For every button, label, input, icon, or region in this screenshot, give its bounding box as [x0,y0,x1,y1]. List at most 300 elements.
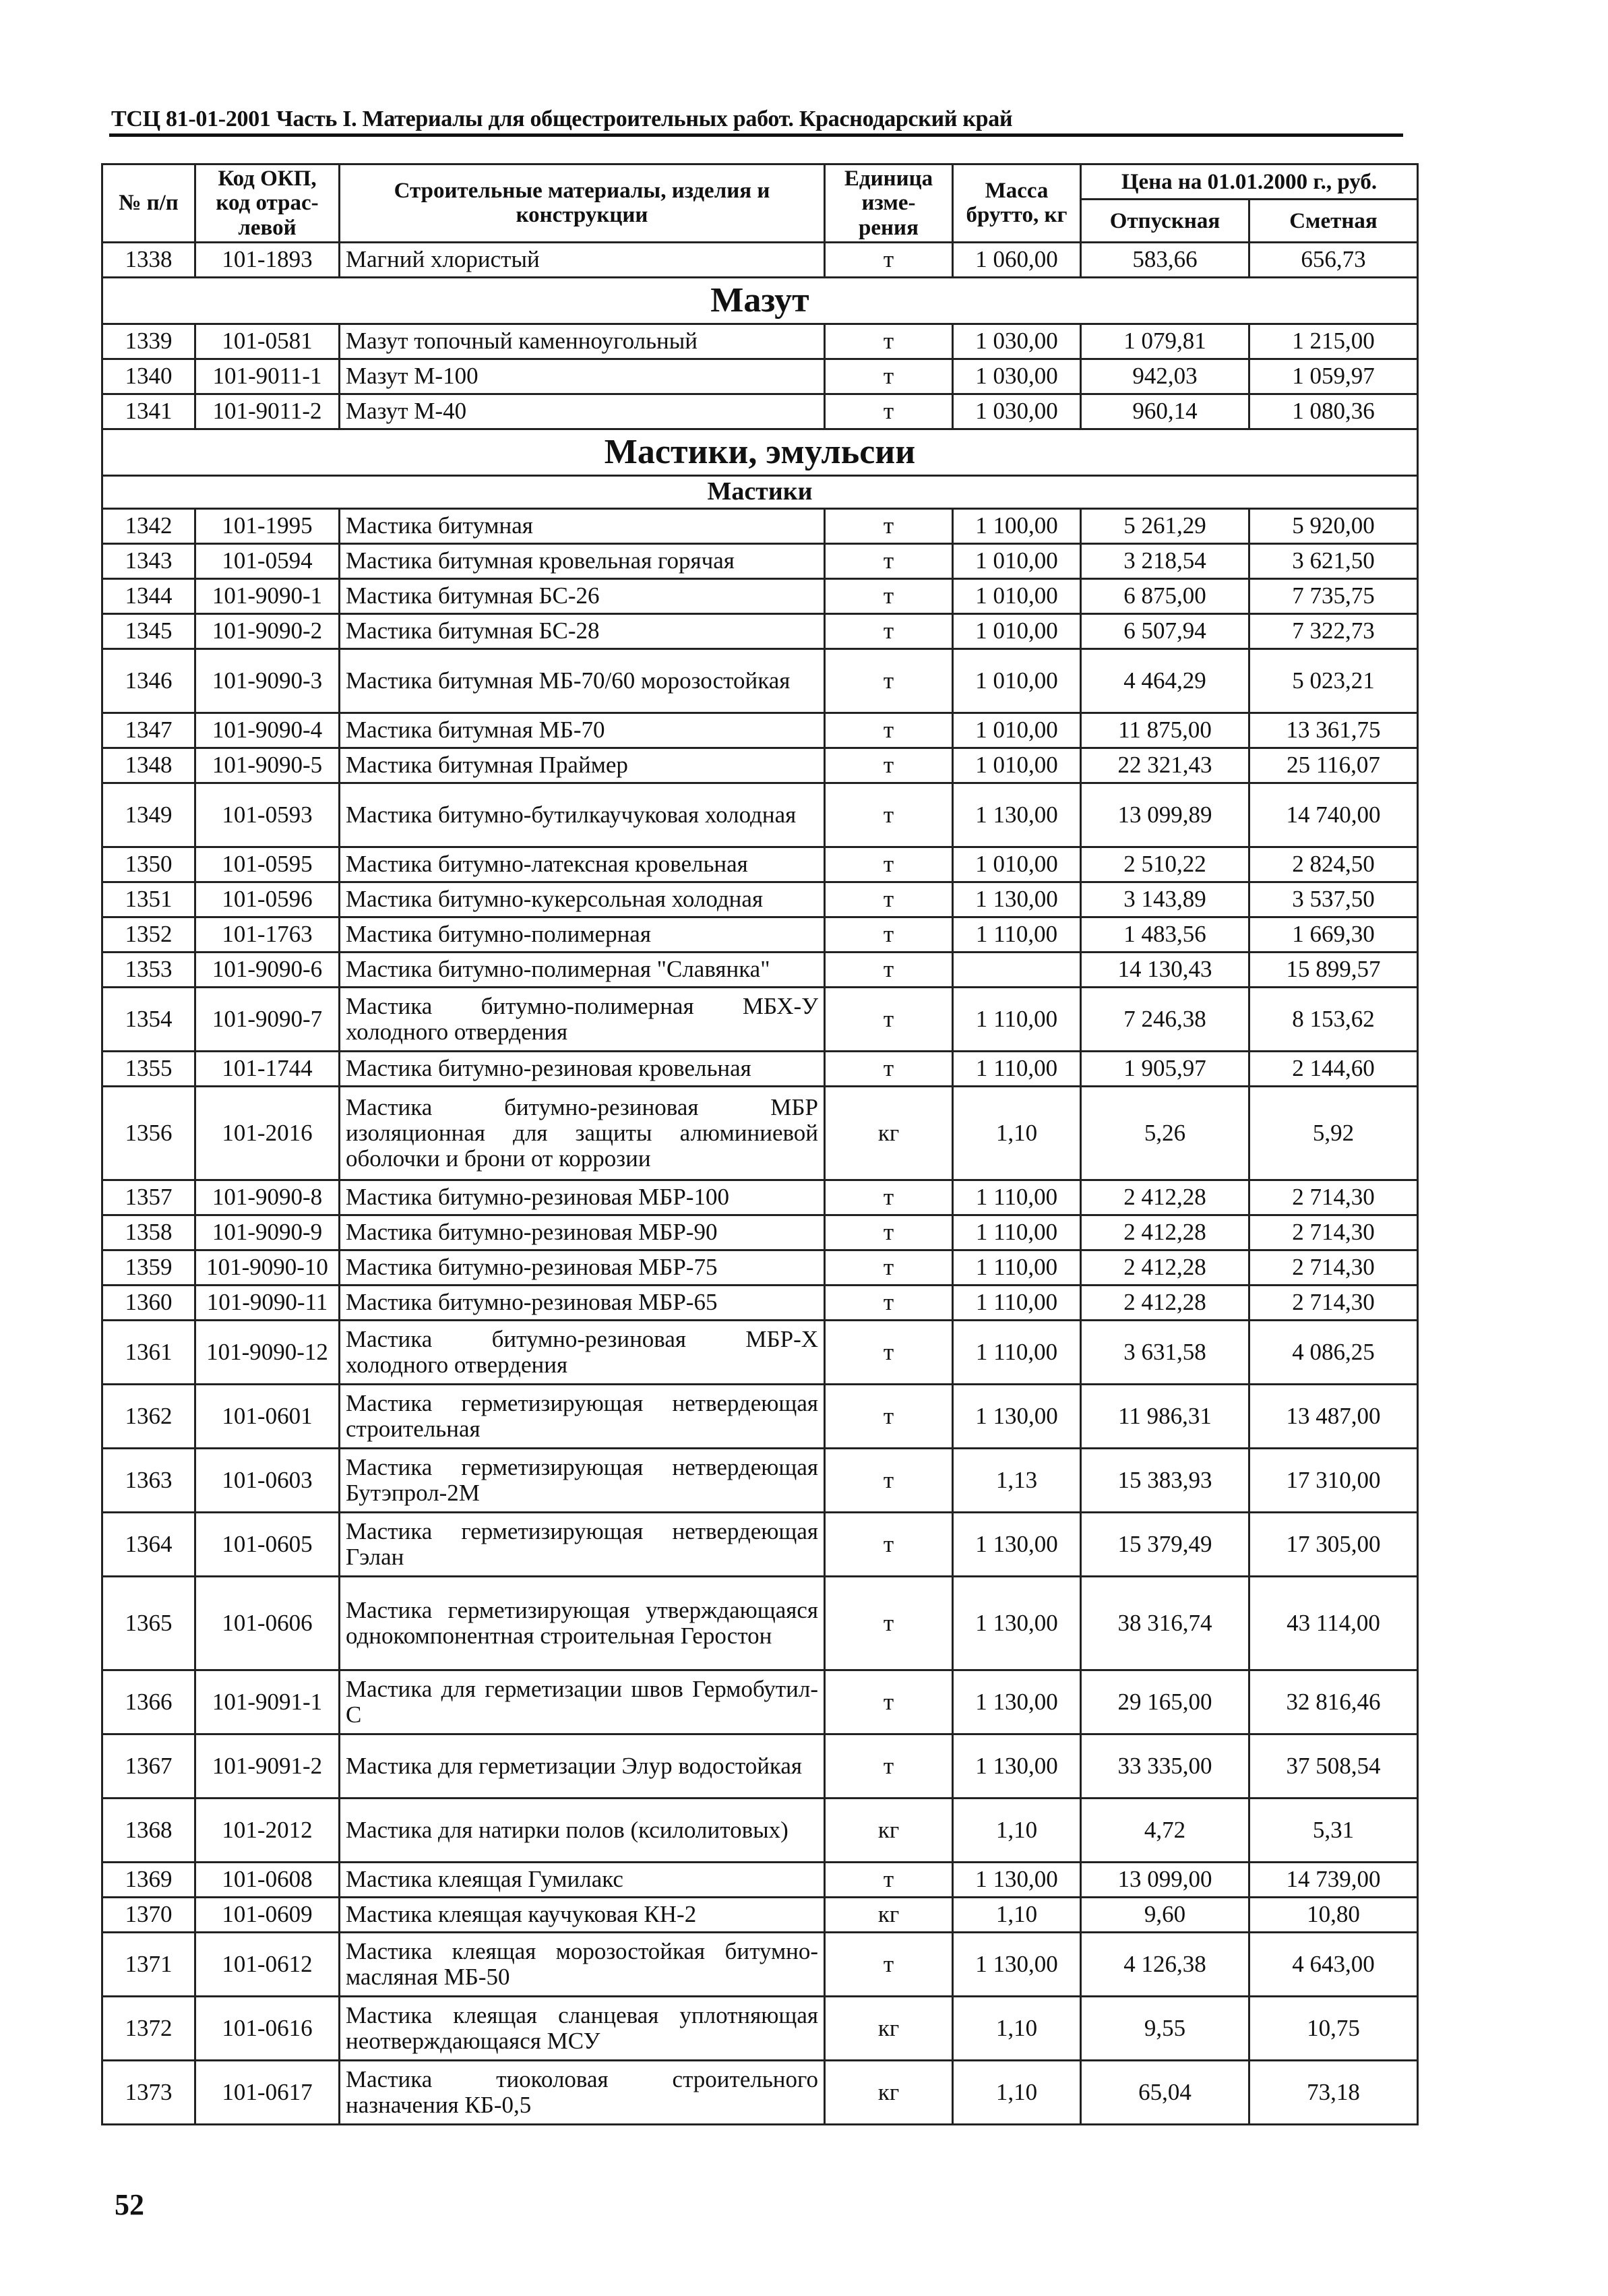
table-row [102,1448,1418,1512]
row-num: 1346 [102,648,195,713]
row-mass: 1 110,00 [953,1285,1081,1320]
row-unit: т [825,324,953,359]
table-row [102,394,1418,429]
row-mass: 1 010,00 [953,748,1081,783]
row-mass: 1 010,00 [953,543,1081,578]
table-row [102,1862,1418,1897]
row-mass: 1 010,00 [953,648,1081,713]
row-code: 101-0601 [195,1384,340,1448]
section-title-mastiki: Мастики, эмульсии [102,429,1418,475]
row-price-release: 22 321,43 [1081,748,1249,783]
row-price-estimate: 7 322,73 [1249,613,1418,648]
row-name: Магний хлористый [340,242,825,277]
row-code: 101-9090-4 [195,713,340,748]
row-code: 101-9011-2 [195,394,340,429]
col-header-price-release: Отпускная [1081,200,1249,242]
row-num: 1344 [102,578,195,613]
section-row [102,277,1418,324]
row-mass: 1 130,00 [953,1932,1081,1996]
row-code: 101-0593 [195,783,340,847]
row-unit: т [825,543,953,578]
row-unit: т [825,648,953,713]
row-mass: 1 030,00 [953,394,1081,429]
row-price-estimate: 17 305,00 [1249,1512,1418,1576]
row-code: 101-9090-8 [195,1180,340,1215]
row-mass: 1 130,00 [953,1670,1081,1734]
row-code: 101-9090-11 [195,1285,340,1320]
row-price-release: 15 379,49 [1081,1512,1249,1576]
row-code: 101-9090-5 [195,748,340,783]
col-header-price-estimate: Сметная [1249,200,1418,242]
row-price-release: 2 412,28 [1081,1250,1249,1285]
row-unit: т [825,1932,953,1996]
row-unit: т [825,578,953,613]
row-price-release: 33 335,00 [1081,1734,1249,1798]
row-price-estimate: 73,18 [1249,2060,1418,2124]
row-name: Мастика битумная МБ-70 [340,713,825,748]
row-num: 1354 [102,987,195,1051]
row-mass: 1 100,00 [953,508,1081,543]
row-mass: 1,10 [953,2060,1081,2124]
row-code: 101-0606 [195,1576,340,1670]
row-code: 101-0617 [195,2060,340,2124]
table-row [102,613,1418,648]
row-price-release: 1 905,97 [1081,1051,1249,1086]
row-price-estimate: 2 714,30 [1249,1180,1418,1215]
row-price-estimate: 5 920,00 [1249,508,1418,543]
row-unit: т [825,1384,953,1448]
col-header-code: Код ОКП, код отрас- левой [195,164,340,243]
row-name: Мастика битумно-полимерная [340,917,825,952]
row-price-release: 2 412,28 [1081,1215,1249,1250]
table-row [102,543,1418,578]
row-name: Мастика битумная кровельная горячая [340,543,825,578]
row-unit: кг [825,2060,953,2124]
row-mass: 1 010,00 [953,713,1081,748]
row-price-estimate: 2 714,30 [1249,1250,1418,1285]
row-price-release: 9,55 [1081,1996,1249,2060]
row-name: Мастика герметизирующая нетвердеющая Гэлан [340,1512,825,1576]
table-row [102,882,1418,917]
row-price-release: 1 079,81 [1081,324,1249,359]
row-price-estimate: 37 508,54 [1249,1734,1418,1798]
row-name: Мастика битумная [340,508,825,543]
row-num: 1369 [102,1862,195,1897]
row-num: 1372 [102,1996,195,2060]
row-price-release: 11 875,00 [1081,713,1249,748]
row-name: Мастика битумно-резиновая МБР-90 [340,1215,825,1250]
row-price-estimate: 10,75 [1249,1996,1418,2060]
subsection-row [102,475,1418,508]
row-code: 101-0594 [195,543,340,578]
row-code: 101-9091-1 [195,1670,340,1734]
table-row [102,748,1418,783]
row-num: 1356 [102,1086,195,1180]
table-row [102,1384,1418,1448]
row-unit: т [825,1670,953,1734]
row-unit: т [825,1862,953,1897]
row-name: Мазут топочный каменноугольный [340,324,825,359]
row-name: Мастика битумно-резиновая МБР-Х холодного отвердения [340,1320,825,1384]
row-unit: т [825,713,953,748]
page-header-title: ТСЦ 81-01-2001 Часть I. Материалы для общестроительных работ. Краснодарский край [111,107,1013,131]
row-name: Мастика герметизирующая утверждающаяся однокомпонентная строительная Геростон [340,1576,825,1670]
row-code: 101-9091-2 [195,1734,340,1798]
row-name: Мастика битумная Праймер [340,748,825,783]
row-unit: т [825,508,953,543]
row-price-release: 2 510,22 [1081,847,1249,882]
row-price-release: 6 507,94 [1081,613,1249,648]
row-num: 1363 [102,1448,195,1512]
row-unit: т [825,783,953,847]
row-mass: 1 010,00 [953,847,1081,882]
row-price-estimate: 14 739,00 [1249,1862,1418,1897]
row-name: Мастика битумно-бутилкаучуковая холодная [340,783,825,847]
row-unit: т [825,917,953,952]
row-name: Мастика клеящая Гумилакс [340,1862,825,1897]
row-unit: т [825,242,953,277]
row-unit: кг [825,1798,953,1862]
row-unit: т [825,1215,953,1250]
materials-table [101,163,1419,2125]
row-code: 101-9090-1 [195,578,340,613]
row-mass: 1 110,00 [953,1250,1081,1285]
row-price-estimate: 2 824,50 [1249,847,1418,882]
row-price-estimate: 5,31 [1249,1798,1418,1862]
table-row [102,987,1418,1051]
table-row [102,1051,1418,1086]
row-price-release: 1 483,56 [1081,917,1249,952]
row-price-estimate: 5,92 [1249,1086,1418,1180]
row-num: 1367 [102,1734,195,1798]
row-mass: 1,10 [953,1798,1081,1862]
row-unit: кг [825,1086,953,1180]
row-price-release: 5 261,29 [1081,508,1249,543]
table-row [102,1180,1418,1215]
row-unit: т [825,1051,953,1086]
row-name: Мастика битумная БС-28 [340,613,825,648]
row-mass: 1,13 [953,1448,1081,1512]
row-mass: 1 130,00 [953,1512,1081,1576]
table-row [102,1285,1418,1320]
row-unit: кг [825,1996,953,2060]
table-row [102,847,1418,882]
row-unit: т [825,748,953,783]
row-code: 101-9090-7 [195,987,340,1051]
row-num: 1361 [102,1320,195,1384]
row-num: 1350 [102,847,195,882]
row-code: 101-0581 [195,324,340,359]
row-code: 101-9090-3 [195,648,340,713]
row-mass: 1,10 [953,1996,1081,2060]
table-row [102,1897,1418,1932]
row-name: Мастика битумно-резиновая МБР-75 [340,1250,825,1285]
table-row [102,1512,1418,1576]
row-unit: т [825,1250,953,1285]
table-row [102,1798,1418,1862]
row-mass: 1,10 [953,1086,1081,1180]
row-mass: 1,10 [953,1897,1081,1932]
row-num: 1341 [102,394,195,429]
row-price-release: 4,72 [1081,1798,1249,1862]
row-num: 1355 [102,1051,195,1086]
row-num: 1351 [102,882,195,917]
row-name: Мазут М-100 [340,359,825,394]
section-row [102,429,1418,475]
row-mass: 1 110,00 [953,987,1081,1051]
row-mass: 1 110,00 [953,1320,1081,1384]
row-unit: т [825,952,953,987]
row-price-estimate: 3 621,50 [1249,543,1418,578]
row-num: 1370 [102,1897,195,1932]
row-price-estimate: 4 643,00 [1249,1932,1418,1996]
row-num: 1371 [102,1932,195,1996]
row-num: 1339 [102,324,195,359]
table-row [102,952,1418,987]
col-header-num: № п/п [102,164,195,243]
row-code: 101-1893 [195,242,340,277]
row-price-estimate: 17 310,00 [1249,1448,1418,1512]
row-num: 1343 [102,543,195,578]
row-code: 101-2012 [195,1798,340,1862]
table-row [102,508,1418,543]
row-num: 1365 [102,1576,195,1670]
col-header-price-group: Цена на 01.01.2000 г., руб. [1081,164,1418,200]
mazut-rows [102,324,1418,429]
table-row [102,1320,1418,1384]
row-name: Мастика битумно-резиновая МБР-65 [340,1285,825,1320]
row-num: 1340 [102,359,195,394]
table-row [102,1670,1418,1734]
table-row [102,1576,1418,1670]
row-name: Мастика битумно-резиновая МБР изоляционная для защиты алюминиевой оболочки и брони от коррозии [340,1086,825,1180]
table-row [102,648,1418,713]
section-title-mazut: Мазут [102,277,1418,324]
row-unit: т [825,1320,953,1384]
row-name: Мастика битумная МБ-70/60 морозостойкая [340,648,825,713]
row-code: 101-1995 [195,508,340,543]
row-name: Мастика клеящая сланцевая уплотняющая неотверждающаяся МСУ [340,1996,825,2060]
row-name: Мастика битумно-полимерная "Славянка" [340,952,825,987]
table-row [102,1734,1418,1798]
row-price-release: 4 464,29 [1081,648,1249,713]
row-mass: 1 060,00 [953,242,1081,277]
row-price-estimate: 5 023,21 [1249,648,1418,713]
row-unit: т [825,1448,953,1512]
row-code: 101-9090-9 [195,1215,340,1250]
row-price-release: 3 631,58 [1081,1320,1249,1384]
row-name: Мастика для герметизации швов Гермобутил-С [340,1670,825,1734]
row-mass: 1 130,00 [953,1734,1081,1798]
row-price-estimate: 13 361,75 [1249,713,1418,748]
row-code: 101-0616 [195,1996,340,2060]
row-price-release: 5,26 [1081,1086,1249,1180]
table-row [102,1250,1418,1285]
row-name: Мастика герметизирующая нетвердеющая Бутэпрол-2М [340,1448,825,1512]
row-unit: т [825,987,953,1051]
row-price-estimate: 2 144,60 [1249,1051,1418,1086]
row-unit: т [825,1734,953,1798]
row-price-release: 583,66 [1081,242,1249,277]
row-code: 101-1744 [195,1051,340,1086]
table-row [102,324,1418,359]
row-name: Мастика битумно-полимерная МБХ-У холодного отвердения [340,987,825,1051]
row-name: Мастика герметизирующая нетвердеющая строительная [340,1384,825,1448]
table-row [102,1086,1418,1180]
row-name: Мастика битумно-кукерсольная холодная [340,882,825,917]
row-name: Мастика битумно-резиновая МБР-100 [340,1180,825,1215]
row-price-estimate: 14 740,00 [1249,783,1418,847]
col-header-name: Строительные материалы, изделия и конструкции [340,164,825,243]
row-price-estimate: 4 086,25 [1249,1320,1418,1384]
row-name: Мастика клеящая каучуковая КН-2 [340,1897,825,1932]
row-code: 101-0596 [195,882,340,917]
row-name: Мастика для герметизации Элур водостойкая [340,1734,825,1798]
row-unit: т [825,1512,953,1576]
row-mass: 1 110,00 [953,917,1081,952]
table-row [102,713,1418,748]
row-price-release: 2 412,28 [1081,1180,1249,1215]
row-price-release: 6 875,00 [1081,578,1249,613]
subsection-title-mastiki: Мастики [102,475,1418,508]
table-row [102,917,1418,952]
row-name: Мастика для натирки полов (ксилолитовых) [340,1798,825,1862]
table-row [102,1996,1418,2060]
row-mass: 1 130,00 [953,1862,1081,1897]
row-code: 101-0603 [195,1448,340,1512]
row-num: 1353 [102,952,195,987]
row-price-release: 3 143,89 [1081,882,1249,917]
row-price-estimate: 2 714,30 [1249,1285,1418,1320]
row-price-release: 38 316,74 [1081,1576,1249,1670]
row-price-estimate: 10,80 [1249,1897,1418,1932]
row-price-estimate: 7 735,75 [1249,578,1418,613]
row-code: 101-1763 [195,917,340,952]
row-num: 1360 [102,1285,195,1320]
page-number: 52 [115,2188,144,2221]
row-num: 1359 [102,1250,195,1285]
row-code: 101-9011-1 [195,359,340,394]
row-num: 1373 [102,2060,195,2124]
row-num: 1368 [102,1798,195,1862]
row-name: Мастика битумно-латексная кровельная [340,847,825,882]
row-code: 101-0612 [195,1932,340,1996]
row-price-estimate: 32 816,46 [1249,1670,1418,1734]
row-price-estimate: 1 669,30 [1249,917,1418,952]
row-mass: 1 130,00 [953,783,1081,847]
row-name: Мастика тиоколовая строительного назначения КБ-0,5 [340,2060,825,2124]
row-code: 101-9090-12 [195,1320,340,1384]
row-mass: 1 030,00 [953,324,1081,359]
row-price-release: 29 165,00 [1081,1670,1249,1734]
row-code: 101-9090-2 [195,613,340,648]
row-unit: т [825,1576,953,1670]
row-code: 101-2016 [195,1086,340,1180]
row-num: 1349 [102,783,195,847]
row-mass: 1 110,00 [953,1180,1081,1215]
row-price-release: 3 218,54 [1081,543,1249,578]
table-row [102,1215,1418,1250]
table-row [102,578,1418,613]
row-unit: т [825,882,953,917]
row-num: 1357 [102,1180,195,1215]
row-mass: 1 110,00 [953,1051,1081,1086]
row-name: Мазут М-40 [340,394,825,429]
table-row [102,242,1418,277]
row-num: 1366 [102,1670,195,1734]
row-num: 1338 [102,242,195,277]
col-header-unit: Единица изме- рения [825,164,953,243]
row-price-release: 65,04 [1081,2060,1249,2124]
row-unit: т [825,359,953,394]
row-price-estimate: 15 899,57 [1249,952,1418,987]
row-price-release: 4 126,38 [1081,1932,1249,1996]
row-code: 101-9090-6 [195,952,340,987]
row-price-release: 13 099,00 [1081,1862,1249,1897]
row-num: 1342 [102,508,195,543]
row-num: 1362 [102,1384,195,1448]
row-code: 101-0608 [195,1862,340,1897]
row-name: Мастика битумно-резиновая кровельная [340,1051,825,1086]
row-num: 1364 [102,1512,195,1576]
table-row [102,2060,1418,2124]
row-code: 101-0605 [195,1512,340,1576]
row-price-estimate: 3 537,50 [1249,882,1418,917]
table-row [102,359,1418,394]
row-num: 1345 [102,613,195,648]
row-mass [953,952,1081,987]
row-num: 1348 [102,748,195,783]
table-row [102,1932,1418,1996]
row-mass: 1 110,00 [953,1215,1081,1250]
row-price-release: 11 986,31 [1081,1384,1249,1448]
row-price-estimate: 1 215,00 [1249,324,1418,359]
row-unit: т [825,394,953,429]
row-price-estimate: 2 714,30 [1249,1215,1418,1250]
header-rule [109,133,1403,137]
row-price-release: 13 099,89 [1081,783,1249,847]
row-mass: 1 130,00 [953,882,1081,917]
row-price-release: 14 130,43 [1081,952,1249,987]
row-price-release: 15 383,93 [1081,1448,1249,1512]
row-code: 101-0595 [195,847,340,882]
row-name: Мастика клеящая морозостойкая битумно-масляная МБ-50 [340,1932,825,1996]
row-price-release: 960,14 [1081,394,1249,429]
row-price-estimate: 43 114,00 [1249,1576,1418,1670]
row-code: 101-0609 [195,1897,340,1932]
row-mass: 1 030,00 [953,359,1081,394]
row-price-release: 9,60 [1081,1897,1249,1932]
row-code: 101-9090-10 [195,1250,340,1285]
row-price-estimate: 25 116,07 [1249,748,1418,783]
row-price-release: 942,03 [1081,359,1249,394]
row-unit: т [825,1285,953,1320]
row-mass: 1 010,00 [953,613,1081,648]
row-price-release: 7 246,38 [1081,987,1249,1051]
row-num: 1352 [102,917,195,952]
row-price-estimate: 656,73 [1249,242,1418,277]
table-header [102,164,1418,243]
row-mass: 1 130,00 [953,1576,1081,1670]
row-num: 1347 [102,713,195,748]
row-num: 1358 [102,1215,195,1250]
row-unit: т [825,613,953,648]
table-row [102,783,1418,847]
row-price-estimate: 8 153,62 [1249,987,1418,1051]
row-mass: 1 010,00 [953,578,1081,613]
row-price-estimate: 1 059,97 [1249,359,1418,394]
row-name: Мастика битумная БС-26 [340,578,825,613]
